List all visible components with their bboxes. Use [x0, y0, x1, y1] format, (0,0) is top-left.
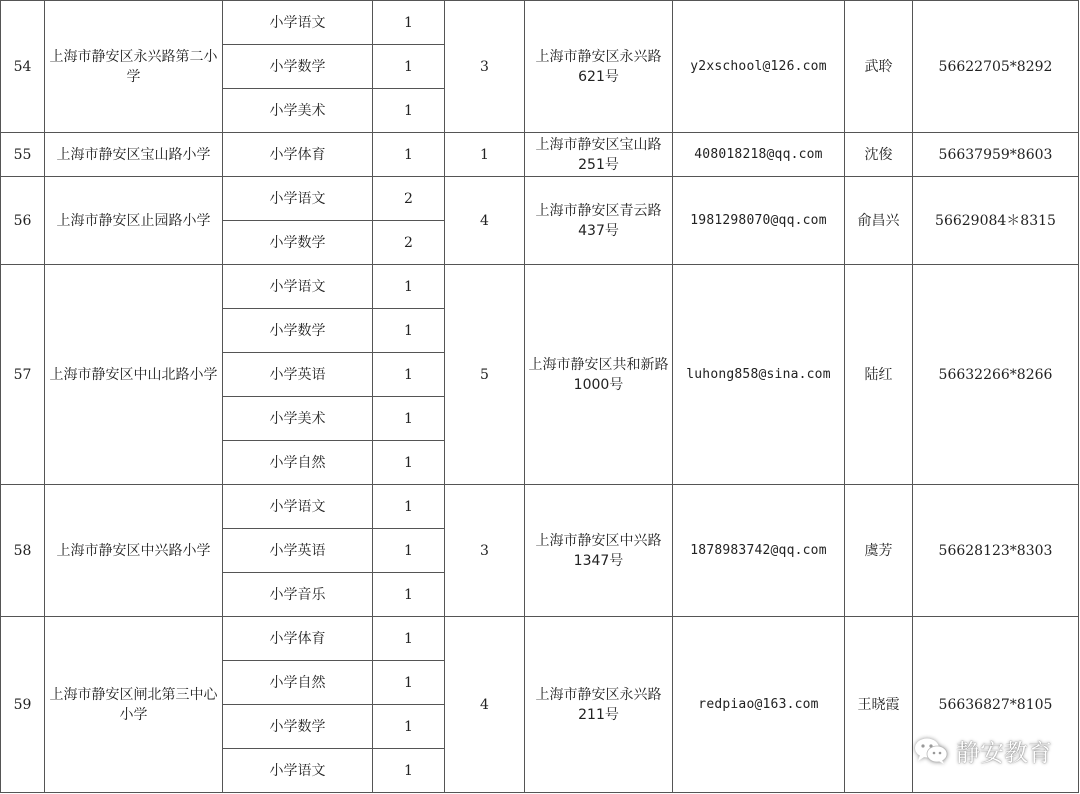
contact-email: 1878983742@qq.com	[673, 485, 845, 617]
contact-phone: 56622705*8292	[913, 1, 1079, 133]
subject-count: 1	[373, 573, 445, 617]
subject: 小学体育	[223, 133, 373, 177]
subject: 小学语文	[223, 1, 373, 45]
total-count: 1	[445, 133, 525, 177]
school-name: 上海市静安区永兴路第二小学	[45, 1, 223, 133]
subject: 小学自然	[223, 661, 373, 705]
subject-count: 1	[373, 309, 445, 353]
contact-phone: 56637959*8603	[913, 133, 1079, 177]
contact-person: 俞昌兴	[845, 177, 913, 265]
subject-count: 1	[373, 1, 445, 45]
subject-count: 1	[373, 353, 445, 397]
wechat-icon	[914, 737, 948, 765]
table-row	[1, 265, 1079, 309]
subject: 小学数学	[223, 221, 373, 265]
subject: 小学语文	[223, 749, 373, 793]
subject-count: 1	[373, 749, 445, 793]
watermark	[914, 733, 1052, 768]
subject-count: 1	[373, 705, 445, 749]
contact-phone: 56636827*8105	[913, 617, 1079, 793]
subject: 小学自然	[223, 441, 373, 485]
subject-count: 2	[373, 221, 445, 265]
subject: 小学美术	[223, 89, 373, 133]
subject-count: 1	[373, 529, 445, 573]
contact-phone: 56628123*8303	[913, 485, 1079, 617]
subject: 小学数学	[223, 45, 373, 89]
school-address: 上海市静安区青云路437号	[525, 177, 673, 265]
subject: 小学美术	[223, 397, 373, 441]
school-number: 56	[1, 177, 45, 265]
subject-count: 1	[373, 133, 445, 177]
subject-count: 1	[373, 441, 445, 485]
subject: 小学英语	[223, 529, 373, 573]
contact-person: 沈俊	[845, 133, 913, 177]
school-address: 上海市静安区共和新路1000号	[525, 265, 673, 485]
contact-email: luhong858@sina.com	[673, 265, 845, 485]
school-address: 上海市静安区永兴路211号	[525, 617, 673, 793]
school-number: 55	[1, 133, 45, 177]
contact-person: 陆红	[845, 265, 913, 485]
subject: 小学语文	[223, 485, 373, 529]
school-name: 上海市静安区闸北第三中心小学	[45, 617, 223, 793]
subject-count: 1	[373, 661, 445, 705]
school-address: 上海市静安区永兴路621号	[525, 1, 673, 133]
watermark-text: 静安教育	[956, 739, 1052, 767]
table-row	[1, 1, 1079, 45]
total-count: 4	[445, 177, 525, 265]
contact-phone: 56629084＊8315	[913, 177, 1079, 265]
contact-phone: 56632266*8266	[913, 265, 1079, 485]
school-name: 上海市静安区止园路小学	[45, 177, 223, 265]
subject-count: 1	[373, 397, 445, 441]
school-number: 58	[1, 485, 45, 617]
contact-email: y2xschool@126.com	[673, 1, 845, 133]
subject: 小学语文	[223, 177, 373, 221]
subject-count: 2	[373, 177, 445, 221]
table-row	[1, 617, 1079, 661]
contact-email: 1981298070@qq.com	[673, 177, 845, 265]
table-row	[1, 133, 1079, 177]
school-number: 54	[1, 1, 45, 133]
subject-count: 1	[373, 617, 445, 661]
school-address: 上海市静安区宝山路251号	[525, 133, 673, 177]
contact-email: 408018218@qq.com	[673, 133, 845, 177]
school-name: 上海市静安区宝山路小学	[45, 133, 223, 177]
table-row	[1, 177, 1079, 221]
school-number: 57	[1, 265, 45, 485]
contact-person: 武聆	[845, 1, 913, 133]
school-name: 上海市静安区中山北路小学	[45, 265, 223, 485]
subject-count: 1	[373, 265, 445, 309]
school-address: 上海市静安区中兴路1347号	[525, 485, 673, 617]
subject: 小学体育	[223, 617, 373, 661]
subject-count: 1	[373, 45, 445, 89]
contact-email: redpiao@163.com	[673, 617, 845, 793]
subject-count: 1	[373, 485, 445, 529]
total-count: 3	[445, 1, 525, 133]
subject: 小学数学	[223, 309, 373, 353]
subject: 小学音乐	[223, 573, 373, 617]
subject: 小学英语	[223, 353, 373, 397]
total-count: 5	[445, 265, 525, 485]
school-name: 上海市静安区中兴路小学	[45, 485, 223, 617]
subject-count: 1	[373, 89, 445, 133]
total-count: 4	[445, 617, 525, 793]
subject: 小学语文	[223, 265, 373, 309]
total-count: 3	[445, 485, 525, 617]
school-number: 59	[1, 617, 45, 793]
contact-person: 王晓霞	[845, 617, 913, 793]
subject: 小学数学	[223, 705, 373, 749]
table-row	[1, 485, 1079, 529]
contact-person: 虞芳	[845, 485, 913, 617]
